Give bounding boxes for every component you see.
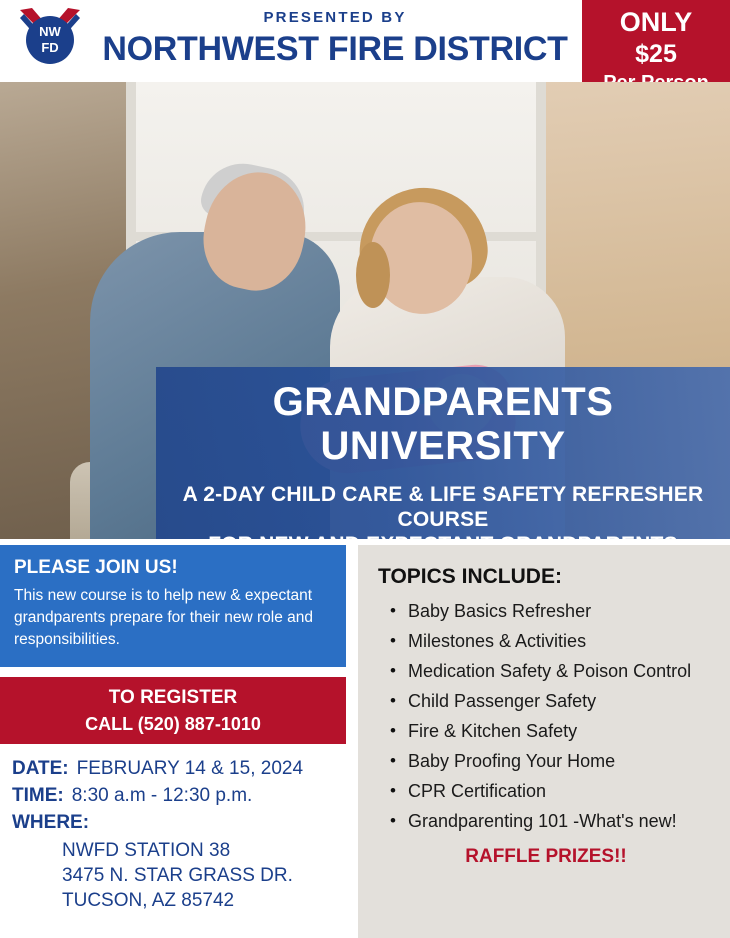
join-text: This new course is to help new & expectant grandparents prepare for their new role and responsibilities. [14, 587, 313, 648]
presented-by-label: PRESENTED BY [263, 9, 407, 26]
topics-box [358, 545, 730, 938]
title-line-2: UNIVERSITY [320, 424, 566, 468]
register-title: TO REGISTER [108, 687, 238, 708]
topics-title: TOPICS INCLUDE: [378, 565, 562, 588]
address-line-2: 3475 N. STAR GRASS DR. [62, 865, 293, 886]
list-item: • Baby Basics Refresher [390, 601, 714, 622]
please-join-us-box [0, 545, 346, 667]
venue-address [12, 838, 346, 913]
svg-text:NW: NW [39, 24, 61, 39]
to-register-box [0, 677, 346, 744]
flyer-header [0, 0, 730, 82]
title-block [156, 367, 730, 539]
header-title-group [92, 8, 578, 70]
list-item: • Baby Proofing Your Home [390, 751, 714, 772]
grandmother-hair-side [356, 242, 390, 308]
date-label: DATE: [12, 758, 69, 779]
nwfd-crossed-axes-logo [14, 6, 86, 72]
date-row [12, 755, 346, 782]
list-item: • Medication Safety & Poison Control [390, 661, 714, 682]
list-item: • Grandparenting 101 -What's new! [390, 811, 714, 832]
time-label: TIME: [12, 785, 64, 806]
list-item: • Child Passenger Safety [390, 691, 714, 712]
list-item: • Milestones & Activities [390, 631, 714, 652]
list-item: • Fire & Kitchen Safety [390, 721, 714, 742]
address-line-3: TUCSON, AZ 85742 [62, 890, 235, 911]
event-details [0, 755, 346, 913]
time-value: 8:30 a.m - 12:30 p.m. [71, 785, 253, 806]
address-line-1: NWFD STATION 38 [62, 840, 231, 861]
join-title: PLEASE JOIN US! [14, 557, 178, 578]
time-row [12, 782, 346, 809]
svg-text:FD: FD [41, 40, 59, 55]
topics-list [378, 601, 714, 832]
district-name: NORTHWEST FIRE DISTRICT [102, 30, 568, 68]
where-row [12, 809, 346, 836]
price-only-label: ONLY [619, 7, 693, 37]
price-amount: $25 [635, 40, 677, 68]
register-phone-number[interactable]: CALL (520) 887-1010 [85, 714, 261, 734]
date-value: FEBRUARY 14 & 15, 2024 [76, 758, 304, 779]
list-item: • CPR Certification [390, 781, 714, 802]
where-label: WHERE: [12, 812, 90, 833]
raffle-prizes-label: RAFFLE PRIZES!! [465, 846, 627, 867]
title-line-1: GRANDPARENTS [272, 380, 614, 424]
subtitle-line-1: A 2-DAY CHILD CARE & LIFE SAFETY REFRESHER COURSE [182, 483, 704, 531]
